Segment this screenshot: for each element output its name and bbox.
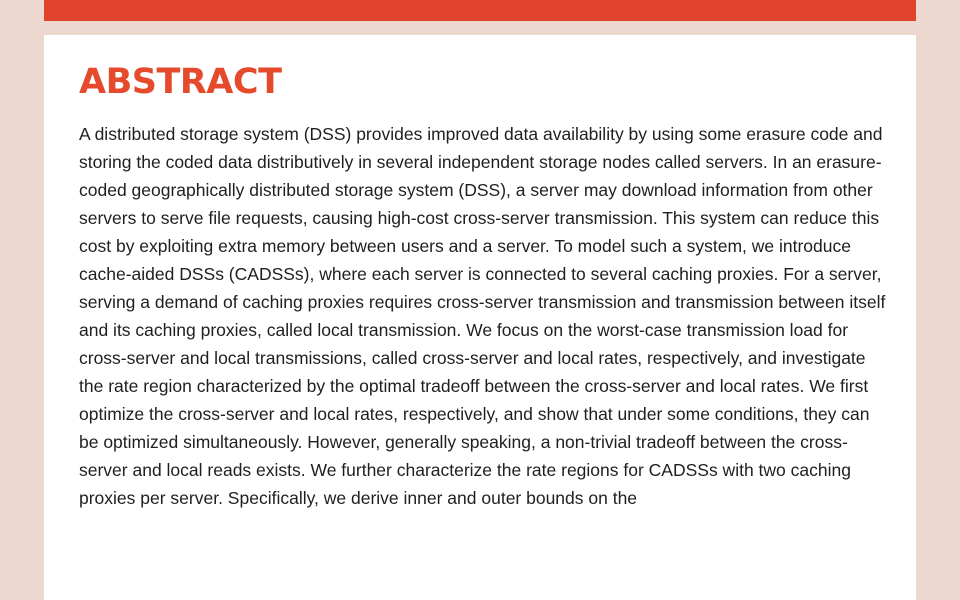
abstract-body: A distributed storage system (DSS) provides improved data availability by using some erasure code and storing the coded data distributively in several independent storage nodes called servers. In an erasure-coded geographically distributed storage system (DSS), a server may download information from other servers to serve file requests, causing high-cost cross-server transmission. This system can reduce this cost by exploiting extra memory between users and a server. To model such a system, we introduce cache-aided DSSs (CADSSs), where each server is connected to several caching proxies. For a server, serving a demand of caching proxies requires cross-server transmission and transmission between itself and its caching proxies, called local transmission. We focus on the worst-case transmission load for cross-server and local transmissions, called cross-server and local rates, respectively, and investigate the rate region characterized by the optimal tradeoff between the cross-server and local rates. We first optimize the cross-server and local rates, respectively, and show that under some conditions, they can be optimized simultaneously. However, generally speaking, a non-trivial tradeoff between the cross-server and local reads exists. We further characterize the rate regions for CADSSs with two caching proxies per server. Specifically, we derive inner and outer bounds on the [79, 124, 886, 508]
abstract-card [44, 35, 916, 600]
top-accent-bar [44, 0, 916, 21]
abstract-heading: ABSTRACT [79, 62, 282, 102]
